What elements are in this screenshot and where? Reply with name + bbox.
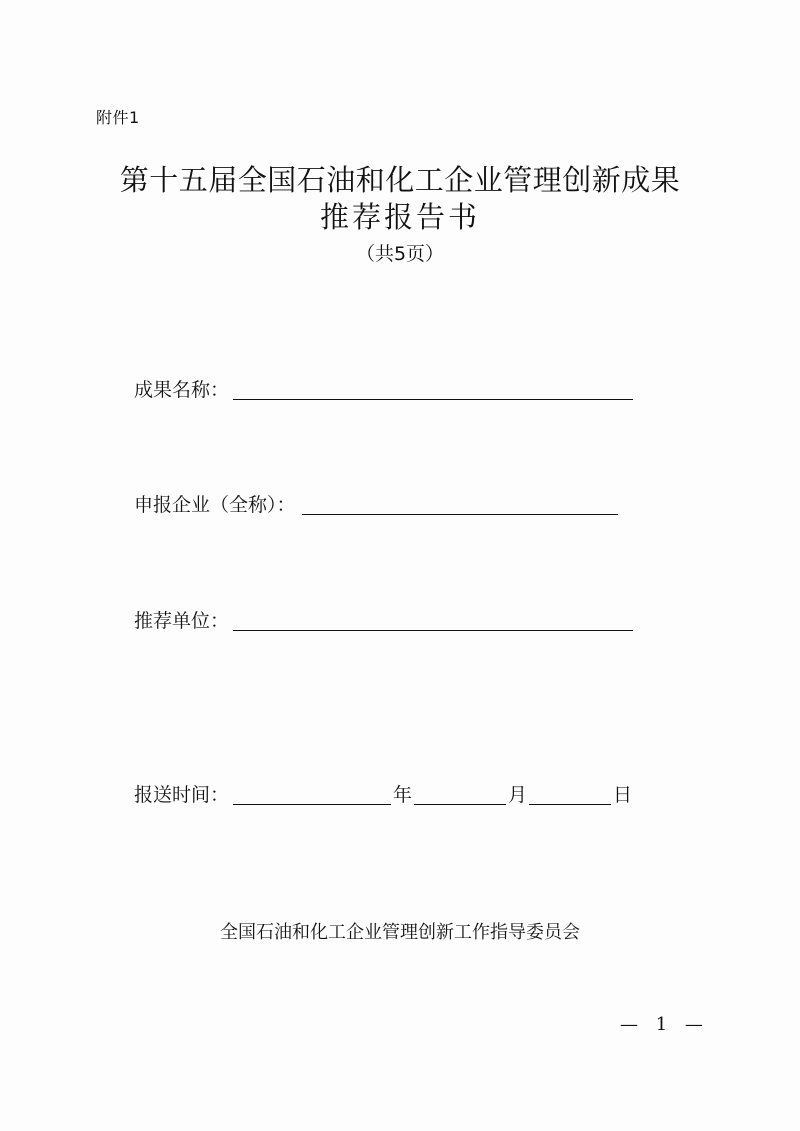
achievement-name-label: 成果名称：: [134, 379, 230, 401]
day-unit: 日: [613, 784, 633, 806]
document-title-line2: 推荐报告书: [319, 200, 480, 234]
company-row: [134, 490, 618, 517]
month-blank[interactable]: [414, 782, 506, 805]
achievement-name-row: [134, 375, 633, 402]
month-unit: 月: [508, 784, 528, 806]
attachment-label: 附件1: [96, 108, 140, 127]
submit-date-row: [134, 780, 632, 807]
document-title-line1: 第十五届全国石油和化工企业管理创新成果: [119, 163, 681, 197]
company-blank[interactable]: [302, 492, 618, 515]
submit-date-label: 报送时间：: [134, 784, 230, 806]
page-count-note: （共5页）: [355, 243, 445, 265]
recommender-row: [134, 606, 633, 633]
company-label: 申报企业（全称）：: [134, 494, 296, 516]
day-blank[interactable]: [529, 782, 611, 805]
recommender-label: 推荐单位：: [134, 610, 230, 632]
page-number: — 1 —: [620, 1014, 709, 1035]
committee-name: 全国石油和化工企业管理创新工作指导委员会: [220, 922, 580, 943]
year-blank[interactable]: [233, 782, 391, 805]
year-unit: 年: [393, 784, 413, 806]
achievement-name-blank[interactable]: [233, 377, 633, 400]
recommender-blank[interactable]: [233, 608, 633, 631]
